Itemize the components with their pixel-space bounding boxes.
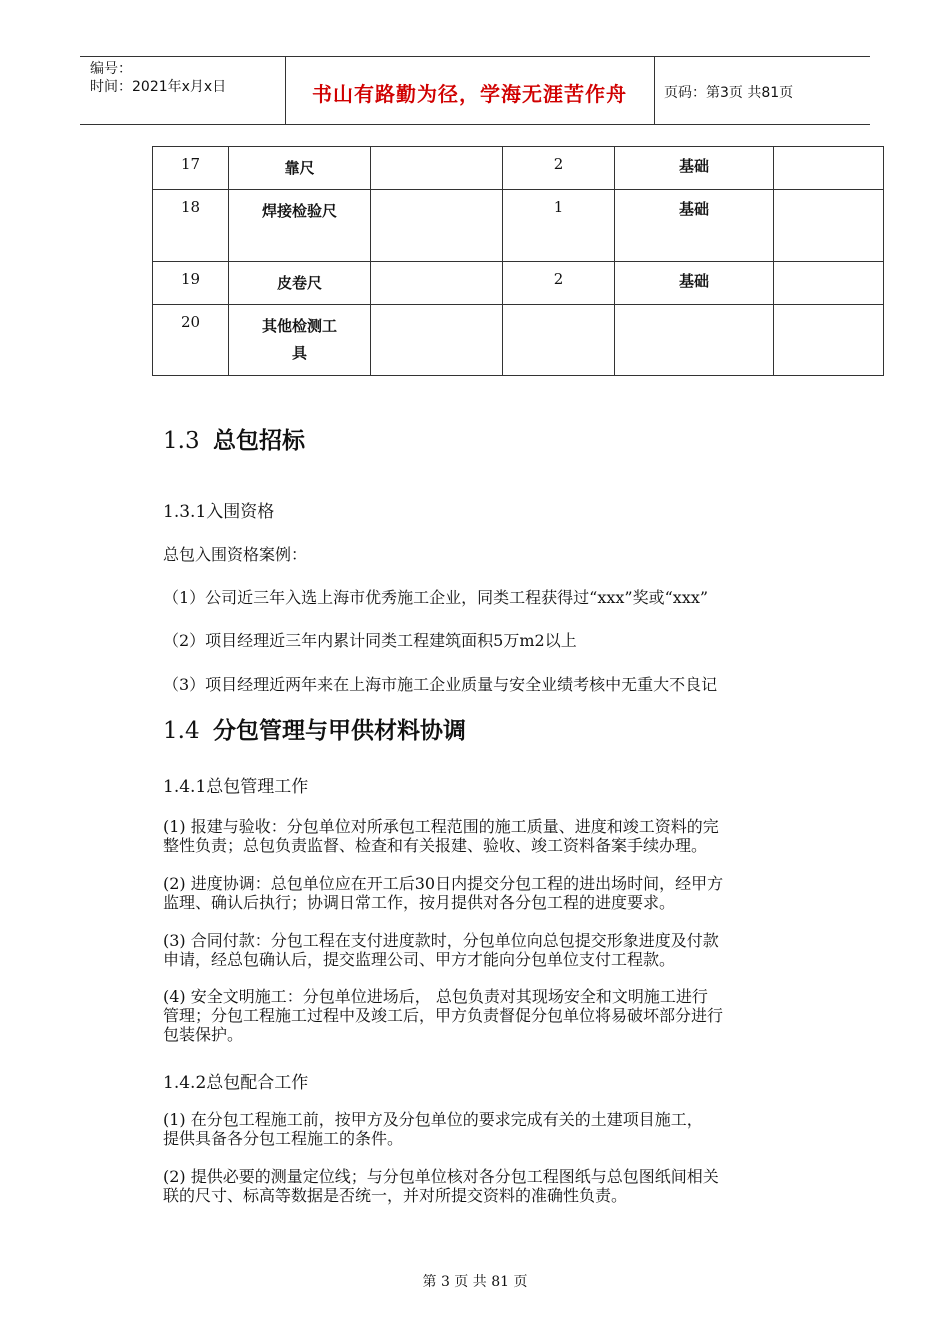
header-divider — [654, 56, 655, 124]
cell-qty: 2 — [503, 262, 615, 305]
paragraph — [163, 987, 783, 1044]
header-code-label: 编号： — [90, 61, 132, 77]
paragraph-line: 监理、确认后执行；协调日常工作，按月提供对各分包工程的进度要求。 — [163, 893, 676, 912]
header-motto: 书山有路勤为径，学海无涯苦作舟 — [312, 82, 627, 106]
section-title: 总包招标 — [213, 428, 305, 454]
paragraph — [163, 817, 783, 855]
cell-no: 18 — [153, 190, 229, 262]
list-item: （3）项目经理近两年来在上海市施工企业质量与安全业绩考核中无重大不良记 — [163, 675, 718, 694]
section-heading-1-4 — [163, 712, 466, 745]
cell-name-text: 其他检测工具 — [261, 317, 337, 362]
cell-name — [229, 305, 371, 376]
cell-spec — [371, 190, 503, 262]
cell-use — [615, 305, 774, 376]
section-heading-1-3 — [163, 422, 305, 455]
paragraph-line: (1) 报建与验收：分包单位对所承包工程范围的施工质量、进度和竣工资料的完 — [163, 817, 719, 836]
subsection-heading: 1.4.1总包管理工作 — [163, 777, 309, 797]
cell-note — [774, 190, 884, 262]
header-bottom-rule — [80, 124, 870, 125]
paragraph — [163, 874, 783, 912]
cell-note — [774, 305, 884, 376]
table-row — [153, 190, 884, 262]
paragraph — [163, 1110, 783, 1148]
cell-name-text: 皮卷尺 — [276, 274, 322, 292]
cell-name — [229, 262, 371, 305]
paragraph — [163, 1167, 783, 1205]
cell-use: 基础 — [615, 190, 774, 262]
paragraph-line: 整性负责；总包负责监督、检查和有关报建、验收、竣工资料备案手续办理。 — [163, 836, 708, 855]
list-item: （2）项目经理近三年内累计同类工程建筑面积5万m2以上 — [163, 631, 577, 650]
cell-name-text: 焊接检验尺 — [261, 202, 337, 220]
cell-no: 20 — [153, 305, 229, 376]
paragraph-line: 申请，经总包确认后，提交监理公司、甲方才能向分包单位支付工程款。 — [163, 950, 676, 969]
cell-use: 基础 — [615, 262, 774, 305]
cell-spec — [371, 262, 503, 305]
section-number: 1.4 — [163, 718, 200, 744]
paragraph-line: 管理；分包工程施工过程中及竣工后，甲方负责督促分包单位将易破坏部分进行 — [163, 1006, 724, 1025]
paragraph-line: 提供具备各分包工程施工的条件。 — [163, 1129, 404, 1148]
cell-spec — [371, 305, 503, 376]
cell-note — [774, 262, 884, 305]
cell-name — [229, 147, 371, 190]
paragraph-line: (3) 合同付款：分包工程在支付进度款时，分包单位向总包提交形象进度及付款 — [163, 931, 719, 950]
subsection-heading: 1.4.2总包配合工作 — [163, 1073, 309, 1093]
cell-qty: 2 — [503, 147, 615, 190]
paragraph-line: (2) 进度协调：总包单位应在开工后30日内提交分包工程的进出场时间，经甲方 — [163, 874, 724, 893]
equipment-table — [152, 146, 884, 376]
paragraph: 总包入围资格案例： — [163, 545, 308, 564]
cell-no: 17 — [153, 147, 229, 190]
cell-use: 基础 — [615, 147, 774, 190]
list-item: （1）公司近三年入选上海市优秀施工企业，同类工程获得过“xxx”奖或“xxx” — [163, 588, 709, 607]
section-number: 1.3 — [163, 428, 200, 454]
cell-note — [774, 147, 884, 190]
page-footer: 第 3 页 共 81 页 — [422, 1274, 528, 1290]
header-top-rule — [80, 56, 870, 57]
header-time-label: 时间：2021年x月x日 — [90, 79, 227, 95]
cell-name-text: 靠尺 — [284, 159, 315, 177]
cell-name — [229, 190, 371, 262]
table-row — [153, 305, 884, 376]
cell-no: 19 — [153, 262, 229, 305]
cell-qty — [503, 305, 615, 376]
cell-qty: 1 — [503, 190, 615, 262]
cell-spec — [371, 147, 503, 190]
subsection-heading: 1.3.1入围资格 — [163, 502, 275, 522]
paragraph-line: (2) 提供必要的测量定位线；与分包单位核对各分包工程图纸与总包图纸间相关 — [163, 1167, 719, 1186]
header-meta — [90, 60, 226, 96]
paragraph-line: 联的尺寸、标高等数据是否统一，并对所提交资料的准确性负责。 — [163, 1186, 628, 1205]
section-title: 分包管理与甲供材料协调 — [213, 718, 466, 744]
paragraph-line: (1) 在分包工程施工前，按甲方及分包单位的要求完成有关的土建项目施工， — [163, 1110, 703, 1129]
paragraph-line: (4) 安全文明施工：分包单位进场后， 总包负责对其现场安全和文明施工进行 — [163, 987, 708, 1006]
table-row — [153, 147, 884, 190]
paragraph-line: 包装保护。 — [163, 1025, 244, 1044]
table-row — [153, 262, 884, 305]
header-page-label: 页码：第3页 共81页 — [664, 85, 794, 101]
paragraph — [163, 931, 783, 969]
